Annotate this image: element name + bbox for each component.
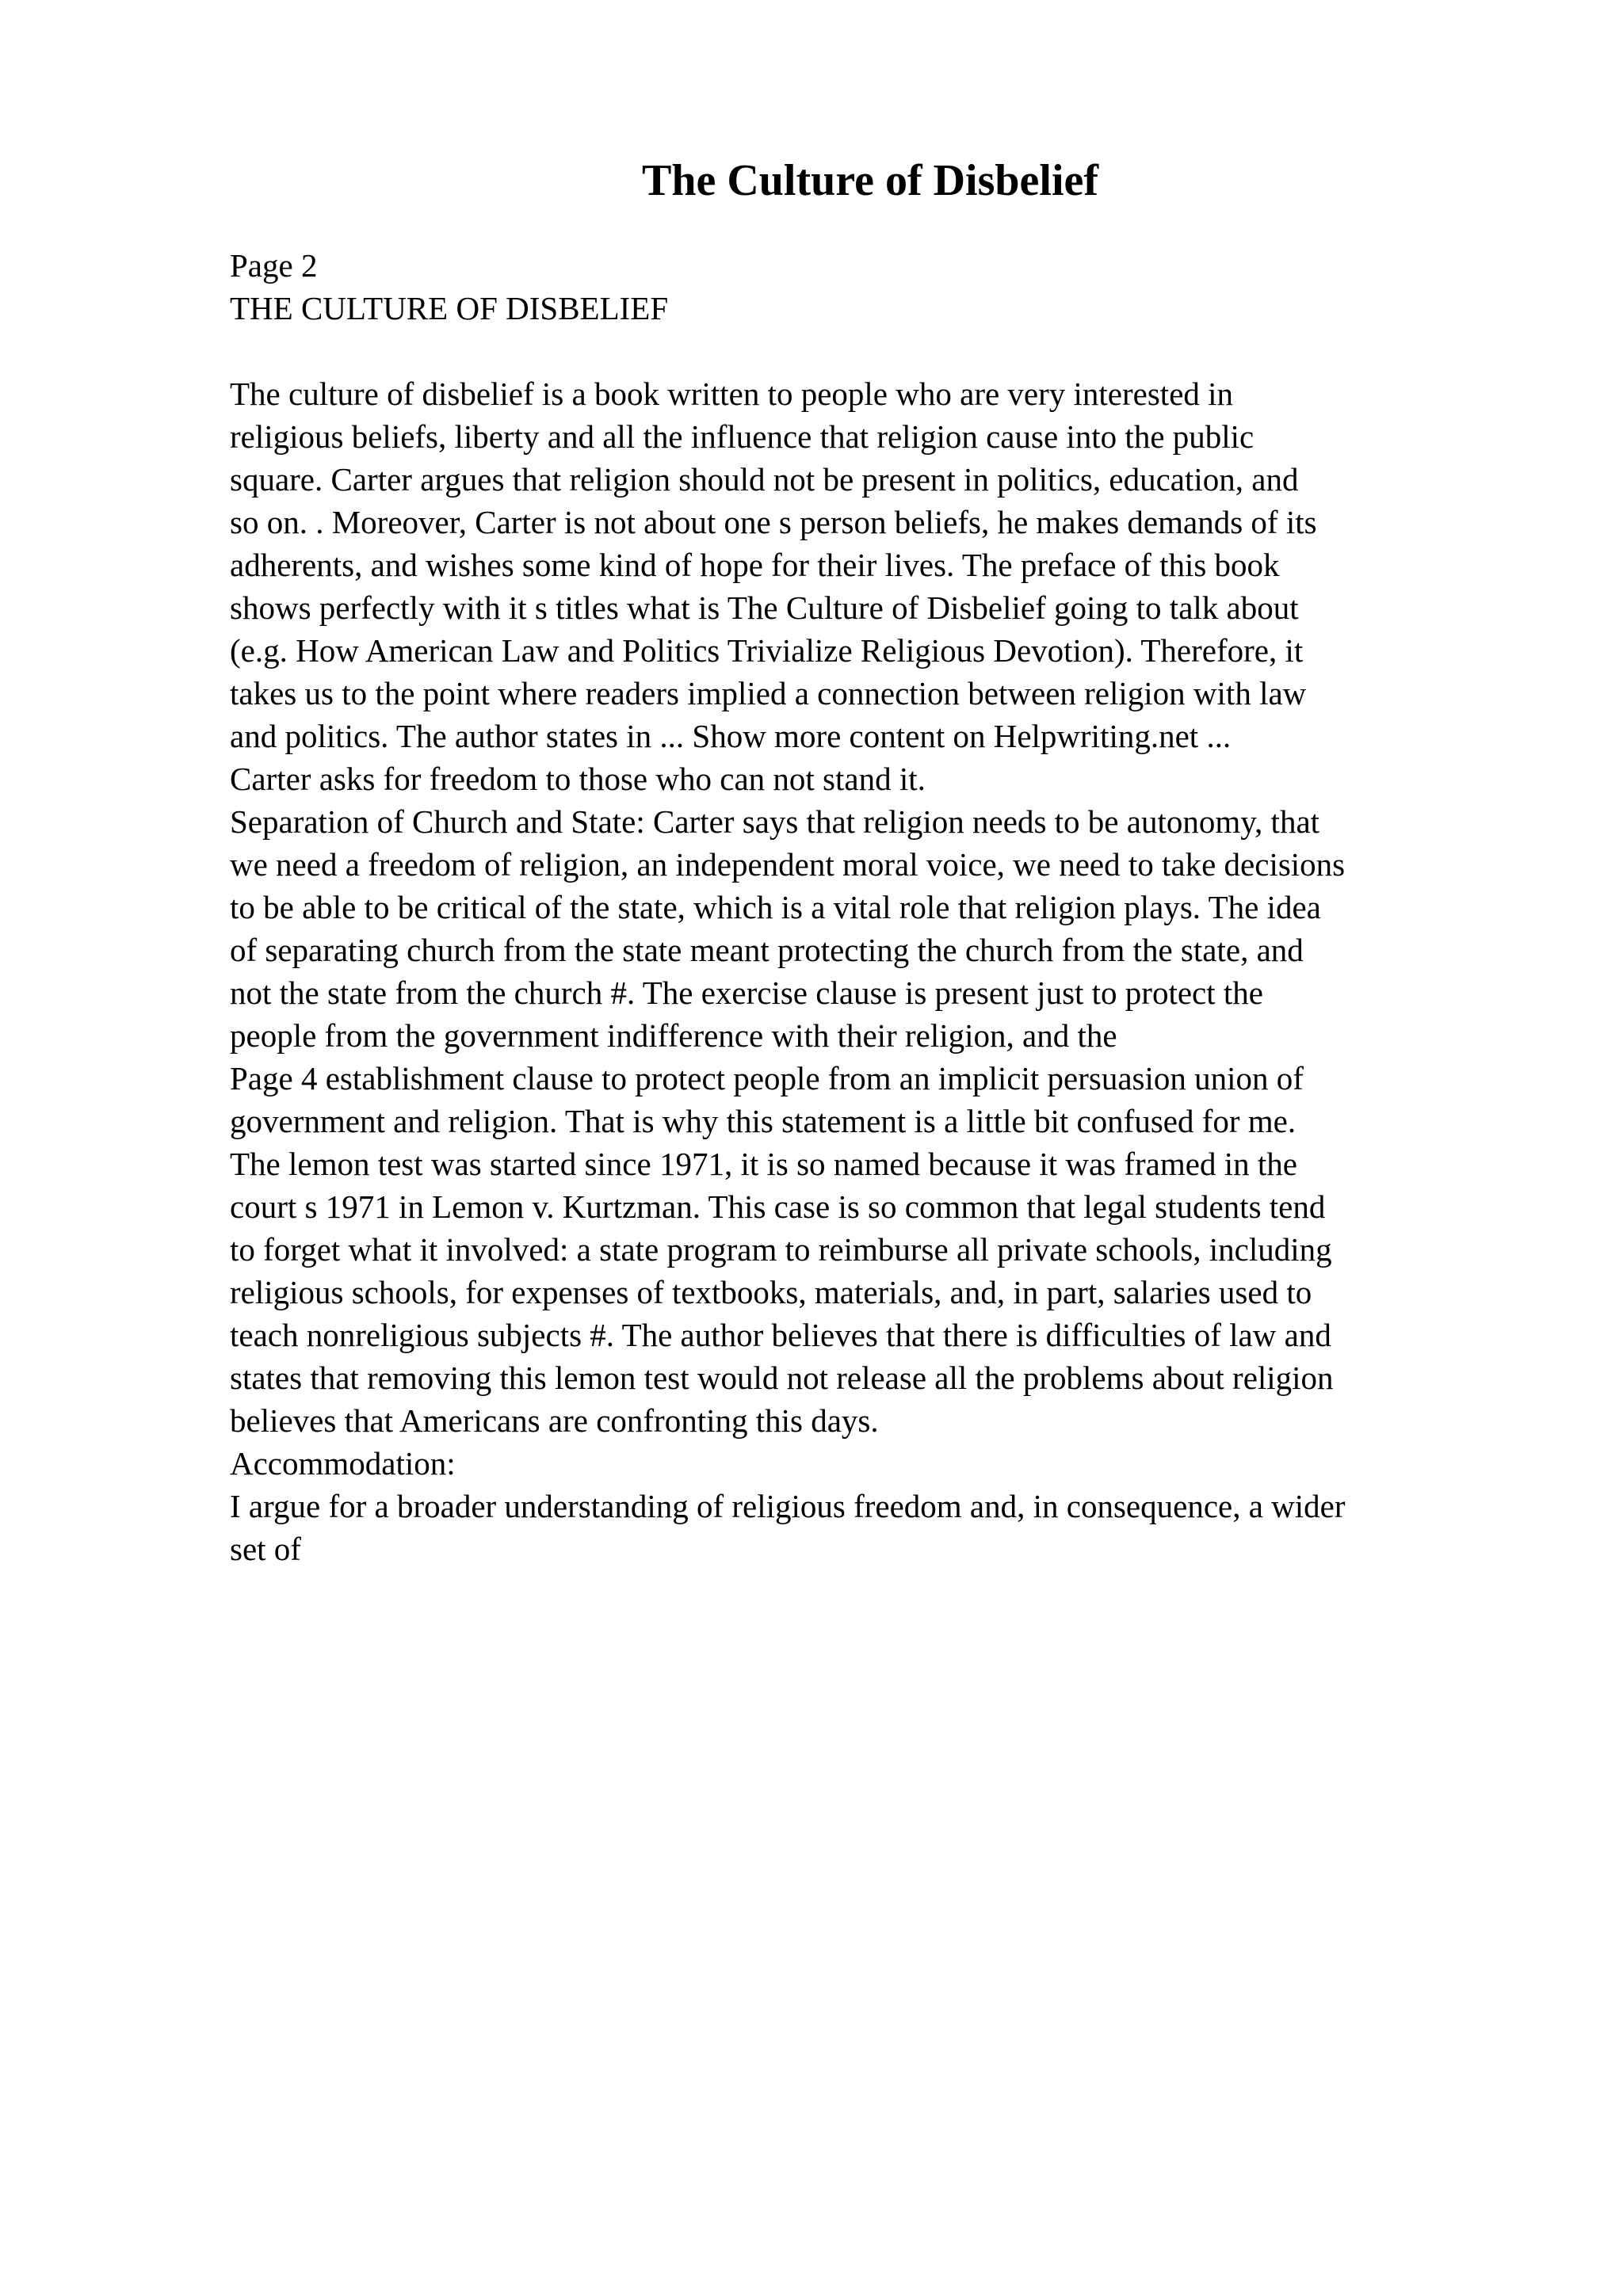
text-line: Page 2 [230,247,318,284]
text-line: court s 1971 in Lemon v. Kurtzman. This case is so common that legal students tend [230,1188,1326,1225]
text-line: takes us to the point where readers implied a connection between religion with law [230,675,1307,711]
text-line: religious schools, for expenses of textbooks, materials, and, in part, salaries used to [230,1274,1312,1310]
text-line: people from the government indifference with their religion, and the [230,1017,1117,1054]
text-line: religious beliefs, liberty and all the influence that religion cause into the public [230,418,1254,455]
text-line: believes that Americans are confronting this days. [230,1402,879,1439]
blank-line [230,330,1514,372]
text-line: The lemon test was started since 1971, it is so named because it was framed in the [230,1146,1297,1182]
text-line: to forget what it involved: a state program to reimburse all private schools, including [230,1231,1332,1268]
text-line: teach nonreligious subjects #. The author believes that there is difficulties of law and [230,1317,1331,1353]
text-line: set of [230,1531,301,1567]
text-line: The culture of disbelief is a book written to people who are very interested in [230,376,1234,412]
text-line: Accommodation: [230,1445,456,1482]
text-line: so on. . Moreover, Carter is not about one s person beliefs, he makes demands of its [230,504,1317,540]
text-line: (e.g. How American Law and Politics Trivialize Religious Devotion). Therefore, it [230,632,1304,669]
text-line: I argue for a broader understanding of religious freedom and, in consequence, a wider [230,1488,1346,1524]
text-line: Carter asks for freedom to those who can not stand it. [230,761,926,797]
document-body [230,244,1514,1570]
text-line: we need a freedom of religion, an independent moral voice, we need to take decisions [230,846,1346,883]
text-line: of separating church from the state meant protecting the church from the state, and [230,932,1304,968]
text-line: and politics. The author states in ... Show more content on Helpwriting.net ... [230,718,1232,754]
document-title: The Culture of Disbelief [641,156,1099,205]
text-line: THE CULTURE OF DISBELIEF [230,290,669,326]
text-line: adherents, and wishes some kind of hope for their lives. The preface of this book [230,547,1280,583]
text-line: Page 4 establishment clause to protect people from an implicit persuasion union of [230,1060,1304,1097]
text-line: to be able to be critical of the state, which is a vital role that religion plays. The idea [230,889,1321,925]
text-line: shows perfectly with it s titles what is The Culture of Disbelief going to talk about [230,589,1299,626]
text-line: not the state from the church #. The exercise clause is present just to protect the [230,974,1263,1011]
text-line: square. Carter argues that religion should not be present in politics, education, and [230,461,1299,498]
text-line: Separation of Church and State: Carter says that religion needs to be autonomy, that [230,803,1320,840]
text-line: government and religion. That is why this statement is a little bit confused for me. [230,1103,1296,1139]
text-line: states that removing this lemon test would not release all the problems about religion [230,1360,1334,1396]
